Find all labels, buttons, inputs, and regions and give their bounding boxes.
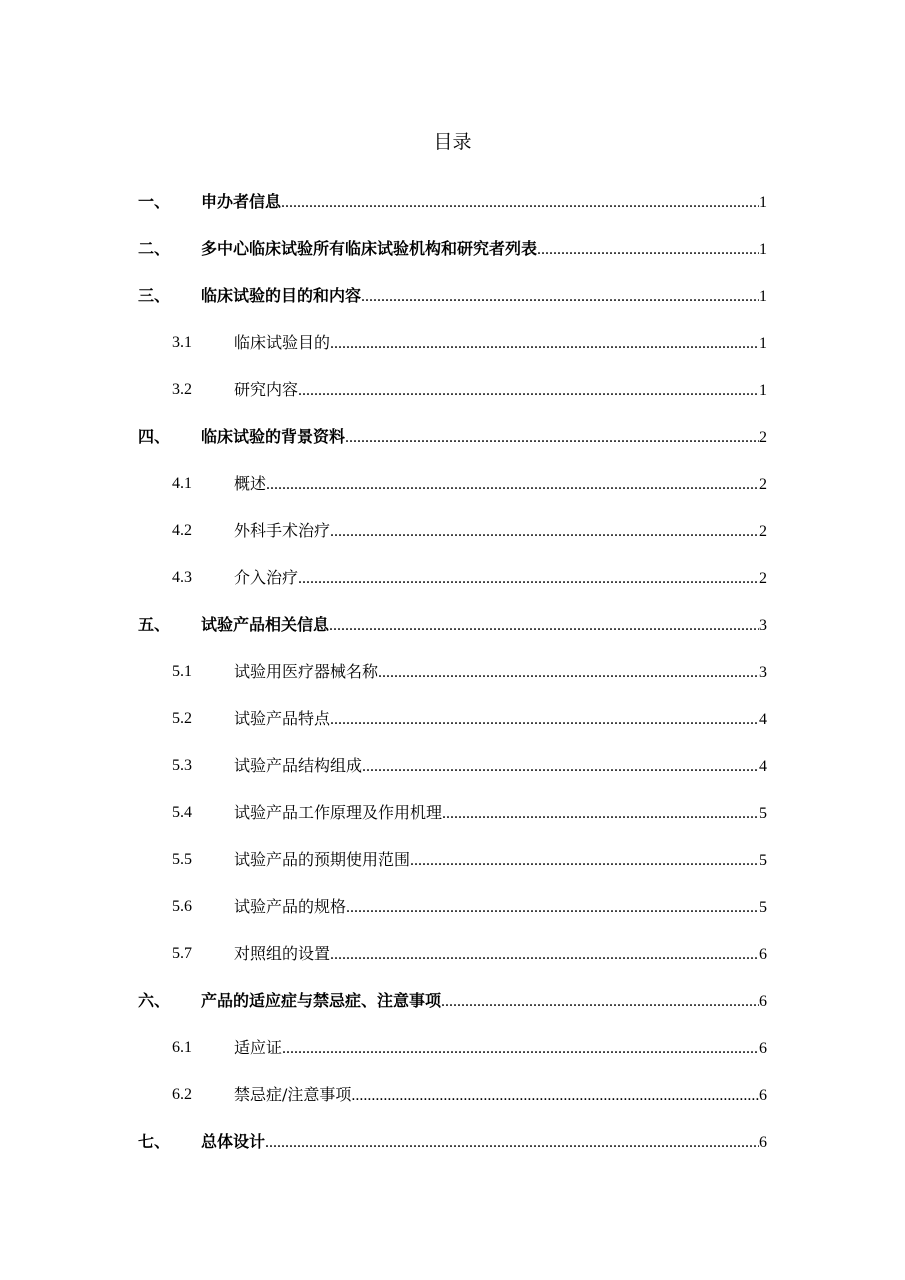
toc-entry-body	[234, 660, 767, 685]
toc-entry-page-number: 4	[759, 758, 767, 775]
toc-entry-page-number: 1	[759, 288, 767, 305]
toc-entry-text: 介入治疗	[234, 568, 299, 587]
toc-entry-number: 五、	[138, 615, 171, 634]
toc-entry-body	[201, 1130, 767, 1155]
toc-entry-body	[234, 942, 767, 967]
toc-entry-number: 3.1	[172, 334, 192, 351]
toc-entry-body	[234, 566, 767, 591]
toc-entry-body	[234, 801, 767, 826]
toc-entry-page-number: 5	[759, 805, 767, 822]
toc-entry-text: 申办者信息	[201, 192, 282, 211]
toc-entry[interactable]	[0, 472, 905, 496]
toc-entry[interactable]	[0, 190, 905, 214]
toc-dot-leader	[330, 520, 759, 544]
toc-entry-body	[234, 895, 767, 920]
toc-entry-page-number: 2	[759, 476, 767, 493]
toc-entry-number: 四、	[138, 427, 171, 446]
toc-entry-number: 4.2	[172, 522, 192, 539]
toc-dot-leader	[330, 943, 759, 967]
toc-entry-number: 3.2	[172, 381, 192, 398]
toc-entry-number: 5.1	[172, 663, 192, 680]
toc-dot-leader	[330, 708, 759, 732]
toc-dot-leader	[362, 755, 759, 779]
toc-dot-leader	[282, 1037, 759, 1061]
toc-dot-leader	[361, 285, 759, 309]
toc-entry[interactable]	[0, 754, 905, 778]
toc-dot-leader	[298, 379, 759, 403]
toc-entry-text: 对照组的设置	[234, 944, 331, 963]
toc-dot-leader	[281, 191, 759, 215]
toc-entry-number: 5.2	[172, 710, 192, 727]
toc-entry-page-number: 6	[759, 993, 767, 1010]
toc-entry-body	[234, 472, 767, 497]
toc-entry-text: 试验产品工作原理及作用机理	[234, 803, 443, 822]
toc-dot-leader	[537, 238, 759, 262]
toc-entry[interactable]	[0, 566, 905, 590]
toc-entry-body	[201, 425, 767, 450]
toc-dot-leader	[330, 332, 759, 356]
toc-entry-text: 总体设计	[201, 1132, 266, 1151]
toc-entry-page-number: 2	[759, 523, 767, 540]
toc-entry-number: 5.3	[172, 757, 192, 774]
toc-entry-number: 七、	[138, 1132, 171, 1151]
toc-entry-page-number: 2	[759, 570, 767, 587]
toc-entry-page-number: 1	[759, 194, 767, 211]
toc-entry-text: 禁忌症/注意事项	[234, 1085, 352, 1104]
toc-entry[interactable]	[0, 331, 905, 355]
toc-title: 目录	[433, 131, 472, 153]
toc-dot-leader	[442, 802, 759, 826]
toc-entry[interactable]	[0, 942, 905, 966]
toc-dot-leader	[298, 567, 759, 591]
toc-entry-body	[234, 1036, 767, 1061]
toc-entry-body	[201, 237, 767, 262]
toc-entry-number: 5.5	[172, 851, 192, 868]
toc-dot-leader	[345, 426, 759, 450]
toc-entry-page-number: 3	[759, 664, 767, 681]
toc-entry[interactable]	[0, 801, 905, 825]
toc-dot-leader	[329, 614, 759, 638]
toc-entry-page-number: 6	[759, 1134, 767, 1151]
toc-entry-number: 三、	[138, 286, 171, 305]
toc-entry-text: 多中心临床试验所有临床试验机构和研究者列表	[201, 239, 538, 258]
toc-entry-body	[234, 519, 767, 544]
toc-entry-number: 6.2	[172, 1086, 192, 1103]
toc-entry-number: 6.1	[172, 1039, 192, 1056]
toc-entry[interactable]	[0, 1130, 905, 1154]
toc-entry-page-number: 1	[759, 382, 767, 399]
toc-dot-leader	[266, 473, 759, 497]
toc-entry[interactable]	[0, 660, 905, 684]
toc-entry-number: 4.1	[172, 475, 192, 492]
toc-entry-number: 4.3	[172, 569, 192, 586]
toc-entry-body	[234, 754, 767, 779]
toc-entry-text: 试验产品特点	[234, 709, 331, 728]
toc-entry-number: 六、	[138, 991, 171, 1010]
toc-entry-text: 试验产品结构组成	[234, 756, 363, 775]
toc-entry[interactable]	[0, 848, 905, 872]
toc-entry[interactable]	[0, 1083, 905, 1107]
toc-entry-number: 一、	[138, 192, 171, 211]
toc-entry[interactable]	[0, 425, 905, 449]
toc-entry[interactable]	[0, 519, 905, 543]
toc-entry-body	[201, 284, 767, 309]
toc-entry-number: 5.7	[172, 945, 192, 962]
toc-dot-leader	[441, 990, 759, 1014]
toc-entry-body	[234, 1083, 767, 1108]
toc-dot-leader	[265, 1131, 759, 1155]
toc-dot-leader	[410, 849, 759, 873]
toc-entry-body	[201, 989, 767, 1014]
toc-entry[interactable]	[0, 707, 905, 731]
toc-entry[interactable]	[0, 1036, 905, 1060]
toc-entry-page-number: 6	[759, 946, 767, 963]
toc-entry-text: 试验用医疗器械名称	[234, 662, 379, 681]
toc-dot-leader	[351, 1084, 759, 1108]
toc-dot-leader	[346, 896, 759, 920]
toc-entry-text: 临床试验的目的和内容	[201, 286, 362, 305]
toc-dot-leader	[378, 661, 759, 685]
toc-entry-body	[201, 613, 767, 638]
toc-entry-page-number: 3	[759, 617, 767, 634]
toc-entry-body	[234, 378, 767, 403]
toc-entry-text: 试验产品的预期使用范围	[234, 850, 411, 869]
toc-entry-text: 研究内容	[234, 380, 299, 399]
toc-entry-page-number: 6	[759, 1087, 767, 1104]
toc-entry[interactable]	[0, 989, 905, 1013]
toc-entry-text: 试验产品的规格	[234, 897, 347, 916]
toc-entry-text: 产品的适应症与禁忌症、注意事项	[201, 991, 442, 1010]
toc-entry-text: 概述	[234, 474, 267, 493]
toc-entry-body	[234, 848, 767, 873]
toc-entry[interactable]	[0, 237, 905, 261]
toc-entry-page-number: 5	[759, 852, 767, 869]
toc-entry[interactable]	[0, 284, 905, 308]
toc-entry-page-number: 6	[759, 1040, 767, 1057]
toc-entry-number: 5.6	[172, 898, 192, 915]
toc-entry-text: 试验产品相关信息	[201, 615, 330, 634]
toc-entry-number: 二、	[138, 239, 171, 258]
toc-entry-page-number: 4	[759, 711, 767, 728]
toc-entry-page-number: 2	[759, 429, 767, 446]
toc-entry-text: 外科手术治疗	[234, 521, 331, 540]
toc-entry[interactable]	[0, 378, 905, 402]
toc-entry-number: 5.4	[172, 804, 192, 821]
toc-entry-text: 临床试验的背景资料	[201, 427, 346, 446]
toc-entry-body	[234, 707, 767, 732]
toc-entry-page-number: 5	[759, 899, 767, 916]
toc-entry-body	[234, 331, 767, 356]
toc-entry-page-number: 1	[759, 241, 767, 258]
toc-entry[interactable]	[0, 895, 905, 919]
toc-entry-text: 适应证	[234, 1038, 283, 1057]
toc-entry-body	[201, 190, 767, 215]
toc-entry-page-number: 1	[759, 335, 767, 352]
toc-entry[interactable]	[0, 613, 905, 637]
toc-entry-text: 临床试验目的	[234, 333, 331, 352]
